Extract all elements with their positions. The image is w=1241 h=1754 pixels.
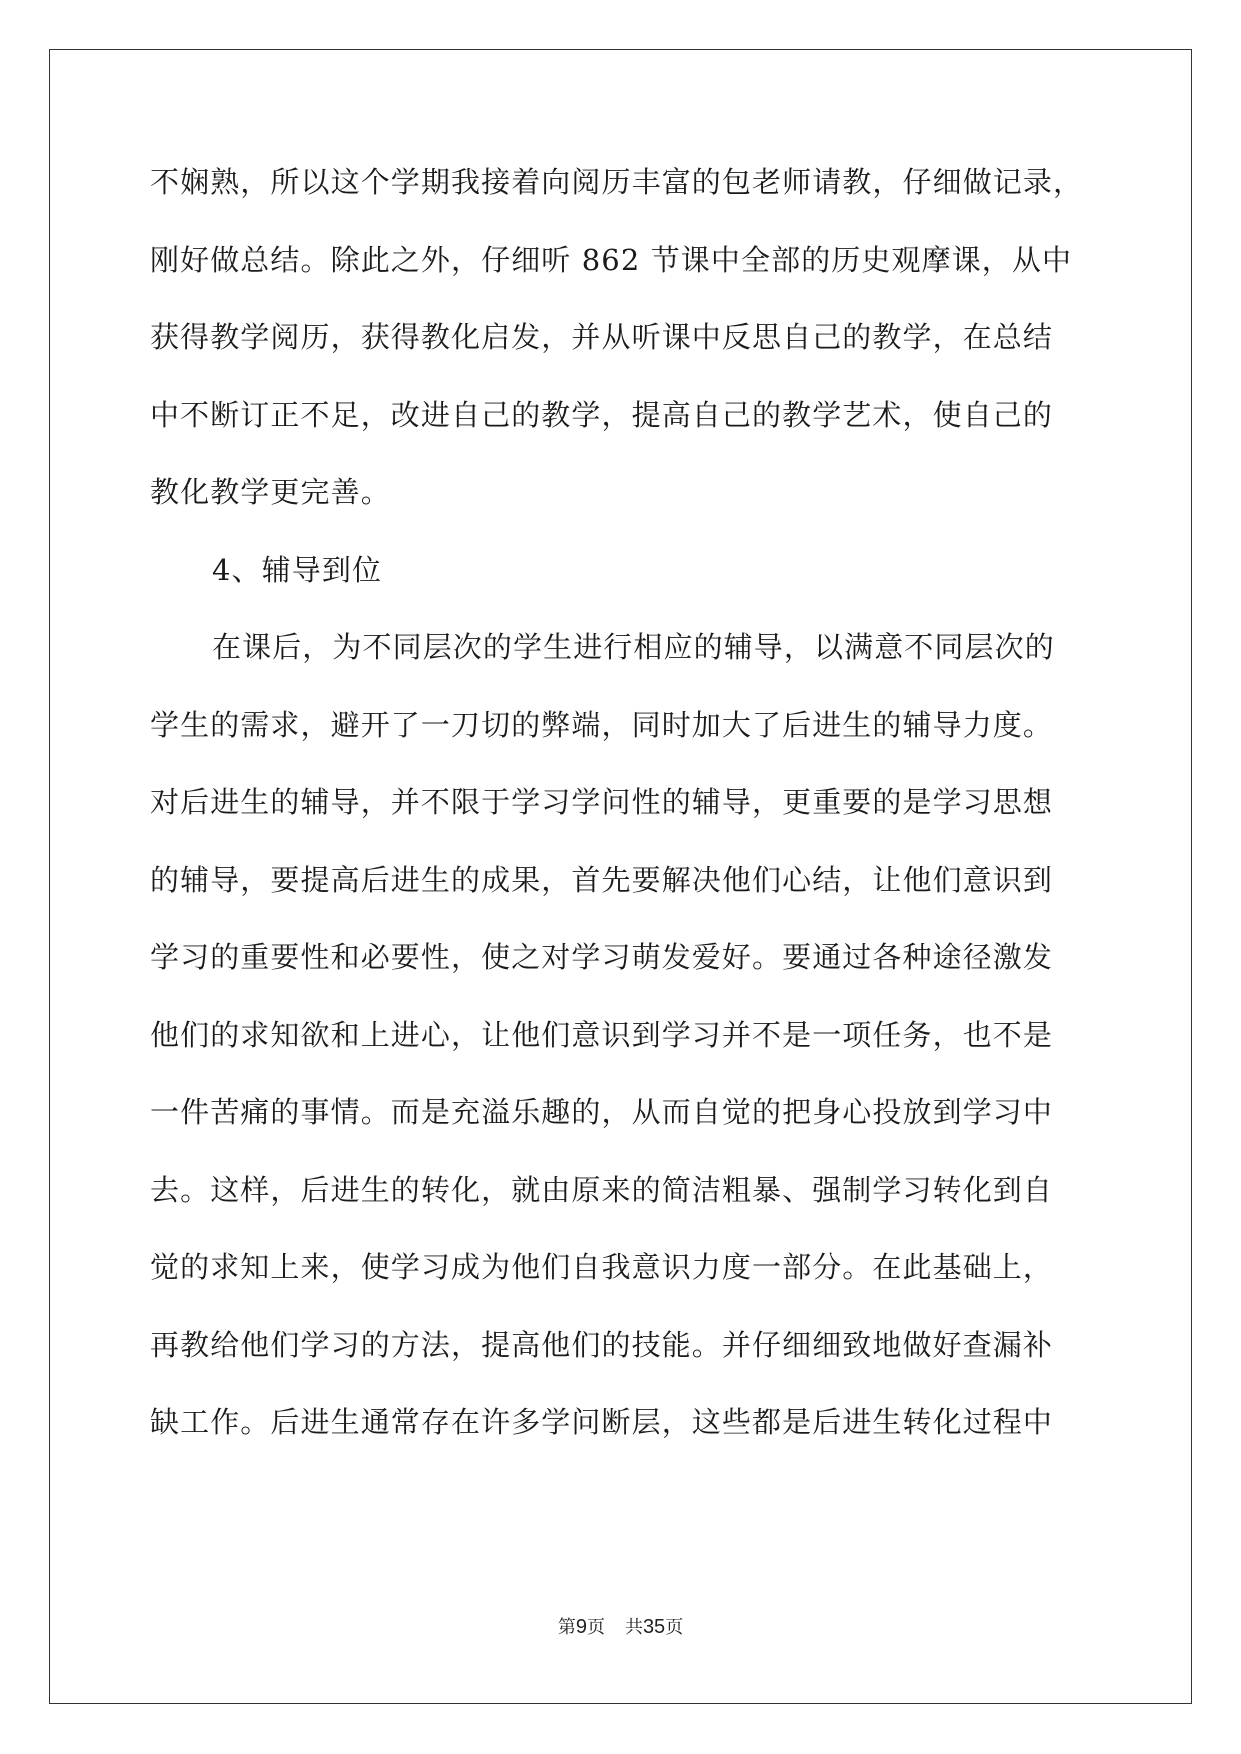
page-footer — [0, 1613, 1241, 1639]
text-line: 去。这样，后进生的转化，就由原来的简洁粗暴、强制学习转化到自 — [150, 1172, 1054, 1207]
page-number: 9 — [575, 1616, 587, 1638]
text-line: 刚好做总结。除此之外，仔细听 862 节课中全部的历史观摩课，从中 — [150, 242, 1073, 277]
page-prefix: 第 — [557, 1617, 576, 1638]
text-line: 教化教学更完善。 — [150, 475, 391, 509]
text-line: 缺工作。后进生通常存在许多学问断层，这些都是后进生转化过程中 — [150, 1405, 1054, 1439]
text-line: 的辅导，要提高后进生的成果，首先要解决他们心结，让他们意识到 — [150, 862, 1054, 897]
page-suffix: 页 — [586, 1617, 605, 1638]
text-line: 获得教学阅历，获得教化启发，并从听课中反思自己的教学，在总结 — [150, 320, 1054, 354]
paragraph-start: 在课后，为不同层次的学生进行相应的辅导，以满意不同层次的 — [212, 630, 1055, 664]
document-body — [150, 152, 1090, 1470]
text-line: 对后进生的辅导，并不限于学习学问性的辅导，更重要的是学习思想 — [150, 785, 1054, 819]
text-line: 学习的重要性和必要性，使之对学习萌发爱好。要通过各种途径激发 — [150, 940, 1054, 974]
total-pages: 35 — [642, 1616, 666, 1638]
text-line: 一件苦痛的事情。而是充溢乐趣的，从而自觉的把身心投放到学习中 — [150, 1095, 1054, 1129]
text-line: 不娴熟，所以这个学期我接着向阅历丰富的包老师请教，仔细做记录， — [150, 165, 1084, 199]
total-suffix: 页 — [665, 1617, 684, 1638]
section-heading: 4、辅导到位 — [212, 552, 383, 587]
text-line: 中不断订正不足，改进自己的教学，提高自己的教学艺术，使自己的 — [150, 397, 1054, 432]
text-line: 觉的求知上来，使学习成为他们自我意识力度一部分。在此基础上， — [150, 1250, 1054, 1284]
text-line: 学生的需求，避开了一刀切的弊端，同时加大了后进生的辅导力度。 — [150, 707, 1054, 742]
text-line: 他们的求知欲和上进心，让他们意识到学习并不是一项任务，也不是 — [150, 1017, 1054, 1052]
total-prefix: 共 — [624, 1617, 643, 1638]
text-line: 再教给他们学习的方法，提高他们的技能。并仔细细致地做好查漏补 — [150, 1327, 1054, 1362]
